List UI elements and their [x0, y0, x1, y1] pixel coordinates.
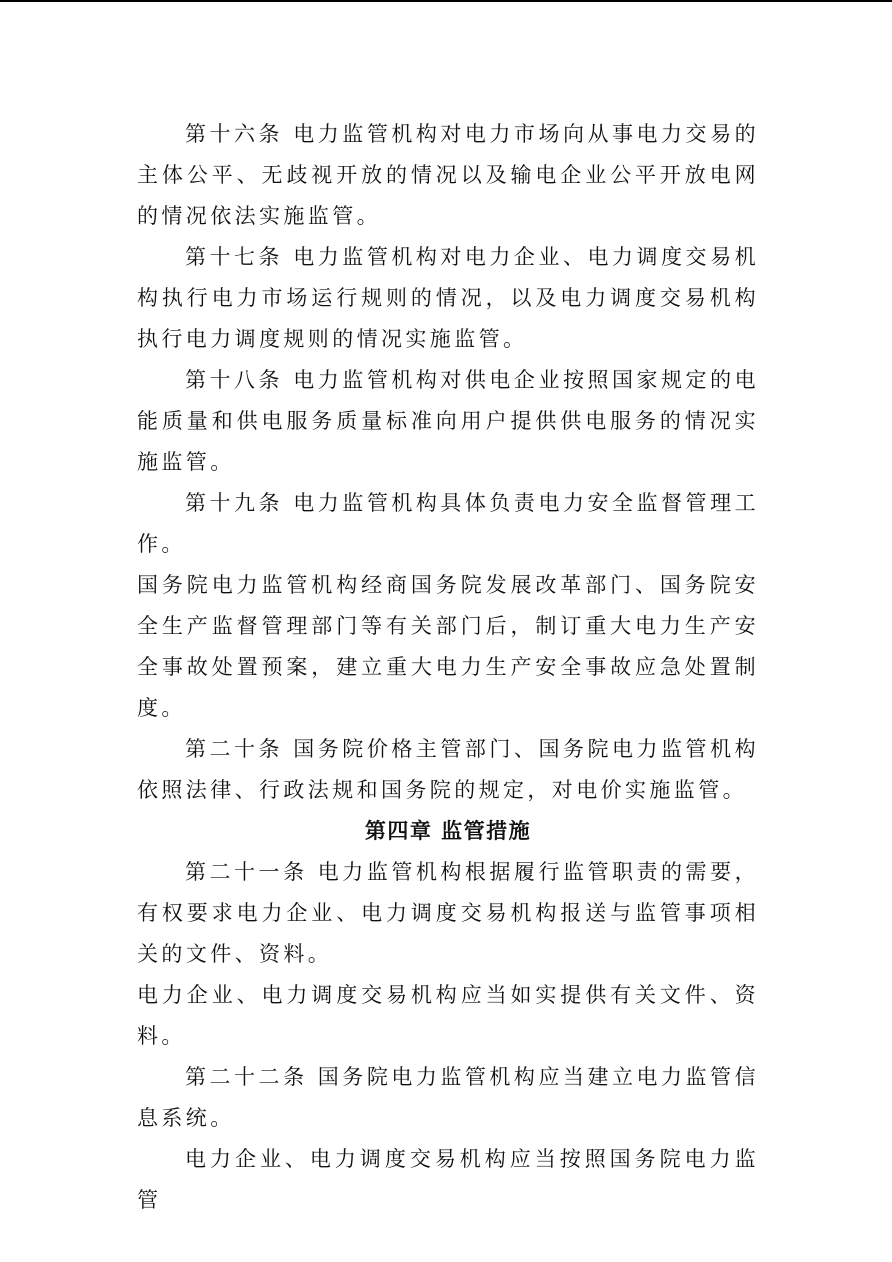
article-18: 第十八条 电力监管机构对供电企业按照国家规定的电能质量和供电服务质量标准向用户提供供电服务的情况实施监管。 — [137, 368, 759, 474]
article-19-clause-2: 国务院电力监管机构经商国务院发展改革部门、国务院安全生产监督管理部门等有关部门后，制订重大电力生产安全事故处置预案，建立重大电力生产安全事故应急处置制度。 — [137, 573, 759, 720]
article-21: 第二十一条 电力监管机构根据履行监管职责的需要，有权要求电力企业、电力调度交易机构报送与监管事项相关的文件、资料。 — [137, 860, 759, 966]
article-22: 第二十二条 国务院电力监管机构应当建立电力监管信息系统。 — [137, 1065, 759, 1130]
chapter-heading: 第四章 监管措施 — [364, 819, 532, 843]
document-page — [137, 114, 759, 1221]
article-22-clause-2: 电力企业、电力调度交易机构应当按照国务院电力监管 — [137, 1147, 759, 1212]
article-21-clause-2: 电力企业、电力调度交易机构应当如实提供有关文件、资料。 — [137, 983, 759, 1048]
article-20: 第二十条 国务院价格主管部门、国务院电力监管机构依照法律、行政法规和国务院的规定，对电价实施监管。 — [137, 737, 759, 802]
article-16: 第十六条 电力监管机构对电力市场向从事电力交易的主体公平、无歧视开放的情况以及输电企业公平开放电网的情况依法实施监管。 — [137, 122, 759, 228]
top-border-line — [0, 0, 892, 2]
article-17: 第十七条 电力监管机构对电力企业、电力调度交易机构执行电力市场运行规则的情况，以及电力调度交易机构执行电力调度规则的情况实施监管。 — [137, 245, 759, 351]
article-19: 第十九条 电力监管机构具体负责电力安全监督管理工作。 — [137, 491, 759, 556]
